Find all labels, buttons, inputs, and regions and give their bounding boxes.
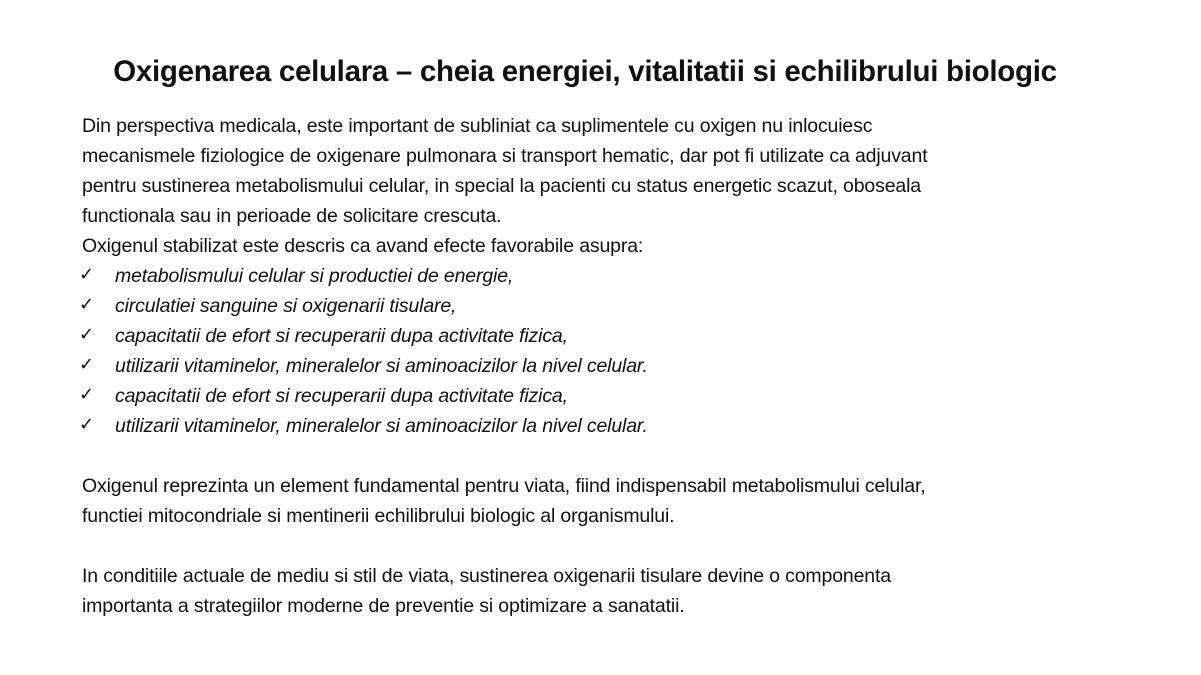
checkmark-icon: ✓ xyxy=(79,414,94,435)
intro-line: mecanismele fiziologice de oxigenare pulmonara si transport hematic, dar pot fi utilizate ca adjuvant xyxy=(82,145,928,167)
benefit-text: capacitatii de efort si recuperarii dupa activitate fizica, xyxy=(115,385,568,407)
benefits-list xyxy=(79,261,1132,441)
intro-line: pentru sustinerea metabolismului celular, in special la pacienti cu status energetic scazut, oboseala xyxy=(82,175,921,197)
paragraph-line: importanta a strategiilor moderne de preventie si optimizare a sanatatii. xyxy=(82,595,685,617)
conclusion-paragraph xyxy=(82,561,1132,621)
paragraph-line: functiei mitocondriale si mentinerii echilibrului biologic al organismului. xyxy=(82,505,675,527)
checkmark-icon: ✓ xyxy=(79,294,94,315)
benefit-item xyxy=(79,351,1132,381)
benefit-text: capacitatii de efort si recuperarii dupa activitate fizica, xyxy=(115,325,568,347)
benefit-text: utilizarii vitaminelor, mineralelor si aminoacizilor la nivel celular. xyxy=(115,355,648,377)
benefit-item xyxy=(79,381,1132,411)
blank-line xyxy=(82,531,1132,561)
fundamental-paragraph xyxy=(82,471,1132,531)
intro-line: functionala sau in perioade de solicitare crescuta. xyxy=(82,205,502,227)
benefit-item xyxy=(79,291,1132,321)
checkmark-icon: ✓ xyxy=(79,354,94,375)
slide-title: Oxigenarea celulara – cheia energiei, vitalitatii si echilibrului biologic xyxy=(113,54,1057,88)
benefit-text: metabolismului celular si productiei de energie, xyxy=(115,265,514,287)
intro-paragraph xyxy=(82,111,1132,261)
intro-line: Din perspectiva medicala, este important de subliniat ca suplimentele cu oxigen nu inlocuiesc xyxy=(82,115,873,137)
paragraph-line: Oxigenul reprezinta un element fundamental pentru viata, fiind indispensabil metabolismului celular, xyxy=(82,475,926,497)
benefit-item xyxy=(79,261,1132,291)
slide-body xyxy=(79,111,1132,621)
benefit-text: utilizarii vitaminelor, mineralelor si aminoacizilor la nivel celular. xyxy=(115,415,648,437)
list-intro: Oxigenul stabilizat este descris ca avand efecte favorabile asupra: xyxy=(82,235,644,257)
checkmark-icon: ✓ xyxy=(79,384,94,405)
benefit-item xyxy=(79,411,1132,441)
checkmark-icon: ✓ xyxy=(79,264,94,285)
benefit-text: circulatiei sanguine si oxigenarii tisulare, xyxy=(115,295,457,317)
checkmark-icon: ✓ xyxy=(79,324,94,345)
benefit-item xyxy=(79,321,1132,351)
paragraph-line: In conditiile actuale de mediu si stil de viata, sustinerea oxigenarii tisulare devine o componenta xyxy=(82,565,891,587)
blank-line xyxy=(82,441,1132,471)
